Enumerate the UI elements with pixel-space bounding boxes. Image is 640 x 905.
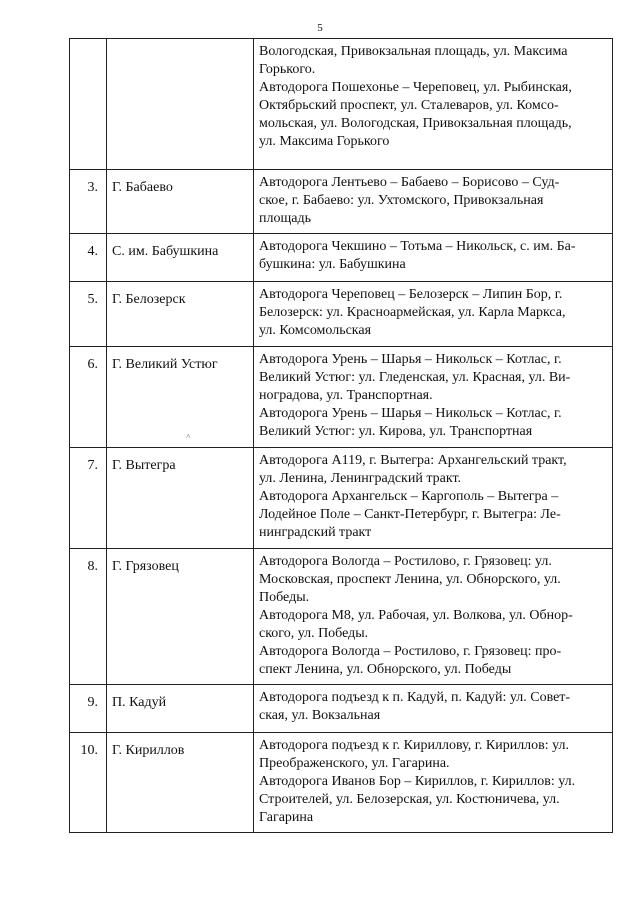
route-text-line: ул. Ленина, Ленинградский тракт.: [259, 471, 462, 486]
route-description-cell: [254, 347, 613, 448]
route-description: [254, 39, 612, 156]
row-number-cell: [70, 685, 107, 733]
route-text-line: Автодорога подъезд к г. Кириллову, г. Кириллов: ул.: [259, 738, 570, 753]
settlement-name: П. Кадуй: [112, 695, 167, 710]
route-description: [254, 282, 612, 345]
row-number: [70, 39, 106, 48]
settlement-cell: [107, 170, 254, 234]
settlement-cell: [107, 347, 254, 448]
route-description: [254, 347, 612, 446]
route-text-line: Лодейное Поле – Санкт-Петербург, г. Вытегра: Ле-: [259, 507, 561, 522]
settlement-cell: [107, 448, 254, 549]
route-text-line: Автодорога М8, ул. Рабочая, ул. Волкова, ул. Обнор-: [259, 608, 573, 623]
table-row: [70, 170, 613, 234]
route-text-line: Белозерск: ул. Красноармейская, ул. Карла Маркса,: [259, 305, 566, 320]
row-number: 10.: [80, 743, 98, 758]
route-text-line: Великий Устюг: ул. Гледенская, ул. Красная, ул. Ви-: [259, 370, 571, 385]
route-description-cell: [254, 685, 613, 733]
route-text-line: ул. Комсомольская: [259, 323, 372, 338]
route-text-line: спект Ленина, ул. Обнорского, ул. Победы: [259, 662, 512, 677]
settlement-cell: [107, 733, 254, 833]
route-text-line: ская, ул. Вокзальная: [259, 708, 381, 723]
route-text-line: мольская, ул. Вологодская, Привокзальная площадь,: [259, 116, 572, 131]
row-number: 5.: [87, 292, 98, 307]
settlement-name: Г. Вытегра: [112, 458, 176, 473]
settlement-name: Г. Белозерск: [112, 292, 186, 307]
page-number: 5: [317, 22, 323, 34]
route-text-line: ул. Максима Горького: [259, 134, 390, 149]
route-text-line: Автодорога Архангельск – Каргополь – Вытегра –: [259, 489, 559, 504]
table-row: [70, 733, 613, 833]
row-number: 6.: [87, 357, 98, 372]
route-text-line: Победы.: [259, 590, 310, 605]
route-text-line: площадь: [259, 211, 311, 226]
route-description: [254, 234, 612, 279]
settlement-name: Г. Кириллов: [112, 743, 185, 758]
settlement-name: Г. Бабаево: [112, 180, 173, 195]
row-number: 4.: [87, 244, 98, 259]
route-text-line: Великий Устюг: ул. Кирова, ул. Транспортная: [259, 424, 533, 439]
row-number-cell: [70, 549, 107, 685]
route-text-line: Автодорога Урень – Шарья – Никольск – Котлас, г.: [259, 406, 562, 421]
route-text-line: ноградова, ул. Транспортная.: [259, 388, 433, 403]
table-row: [70, 234, 613, 282]
route-description-cell: [254, 234, 613, 282]
route-text-line: Автодорога Чекшино – Тотьма – Никольск, с. им. Ба-: [259, 239, 576, 254]
table-row: [70, 39, 613, 170]
table-row: [70, 347, 613, 448]
route-description-cell: [254, 282, 613, 347]
route-description-cell: [254, 549, 613, 685]
table-row: [70, 549, 613, 685]
route-text-line: Автодорога подъезд к п. Кадуй, п. Кадуй: ул. Совет-: [259, 690, 571, 705]
settlement-cell: [107, 282, 254, 347]
route-description-cell: [254, 733, 613, 833]
route-description-cell: [254, 170, 613, 234]
route-description: [254, 685, 612, 730]
settlement-cell: [107, 549, 254, 685]
route-text-line: Автодорога А119, г. Вытегра: Архангельский тракт,: [259, 453, 567, 468]
row-number: 3.: [87, 180, 98, 195]
row-number-cell: [70, 347, 107, 448]
row-number-cell: [70, 448, 107, 549]
settlement-name: Г. Великий Устюг: [112, 357, 218, 372]
route-description-cell: [254, 39, 613, 170]
route-text-line: Вологодская, Привокзальная площадь, ул. Максима: [259, 44, 568, 59]
route-text-line: Автодорога Вологда – Ростилово, г. Грязовец: про-: [259, 644, 562, 659]
settlement-name: Г. Грязовец: [112, 559, 179, 574]
route-text-line: Автодорога Иванов Бор – Кириллов, г. Кириллов: ул.: [259, 774, 576, 789]
route-text-line: Октябрьский проспект, ул. Сталеваров, ул. Комсо-: [259, 98, 559, 113]
settlement-name: [107, 39, 253, 48]
route-text-line: ское, г. Бабаево: ул. Ухтомского, Привокзальная: [259, 193, 544, 208]
route-description: [254, 549, 612, 684]
route-text-line: Гагарина: [259, 810, 314, 825]
route-text-line: Автодорога Лентьево – Бабаево – Борисово – Суд-: [259, 175, 560, 190]
route-text-line: Автодорога Пошехонье – Череповец, ул. Рыбинская,: [259, 80, 572, 95]
route-text-line: Строителей, ул. Белозерская, ул. Костюничева, ул.: [259, 792, 560, 807]
row-number: 7.: [87, 458, 98, 473]
route-text-line: нинградский тракт: [259, 525, 372, 540]
settlement-name: С. им. Бабушкина: [112, 244, 219, 259]
row-number-cell: [70, 39, 107, 170]
route-description: [254, 448, 612, 547]
route-text-line: Горького.: [259, 62, 316, 77]
route-text-line: Автодорога Вологда – Ростилово, г. Грязовец: ул.: [259, 554, 552, 569]
row-number-cell: [70, 282, 107, 347]
route-description: [254, 170, 612, 233]
settlement-cell: [107, 39, 254, 170]
scan-mark: ˄: [186, 432, 191, 441]
row-number-cell: [70, 170, 107, 234]
row-number: 8.: [87, 559, 98, 574]
routes-table: [69, 38, 613, 833]
row-number: 9.: [87, 695, 98, 710]
settlement-cell: [107, 685, 254, 733]
route-text-line: Московская, проспект Ленина, ул. Обнорского, ул.: [259, 572, 561, 587]
route-description: [254, 733, 612, 832]
row-number-cell: [70, 234, 107, 282]
settlement-cell: [107, 234, 254, 282]
table-row: [70, 685, 613, 733]
route-text-line: Автодорога Череповец – Белозерск – Липин Бор, г.: [259, 287, 563, 302]
route-text-line: бушкина: ул. Бабушкина: [259, 257, 406, 272]
table-row: [70, 282, 613, 347]
route-description-cell: [254, 448, 613, 549]
table-row: [70, 448, 613, 549]
row-number-cell: [70, 733, 107, 833]
routes-table-body: [70, 39, 613, 833]
route-text-line: Преображенского, ул. Гагарина.: [259, 756, 450, 771]
route-text-line: ского, ул. Победы.: [259, 626, 369, 641]
route-text-line: Автодорога Урень – Шарья – Никольск – Котлас, г.: [259, 352, 562, 367]
